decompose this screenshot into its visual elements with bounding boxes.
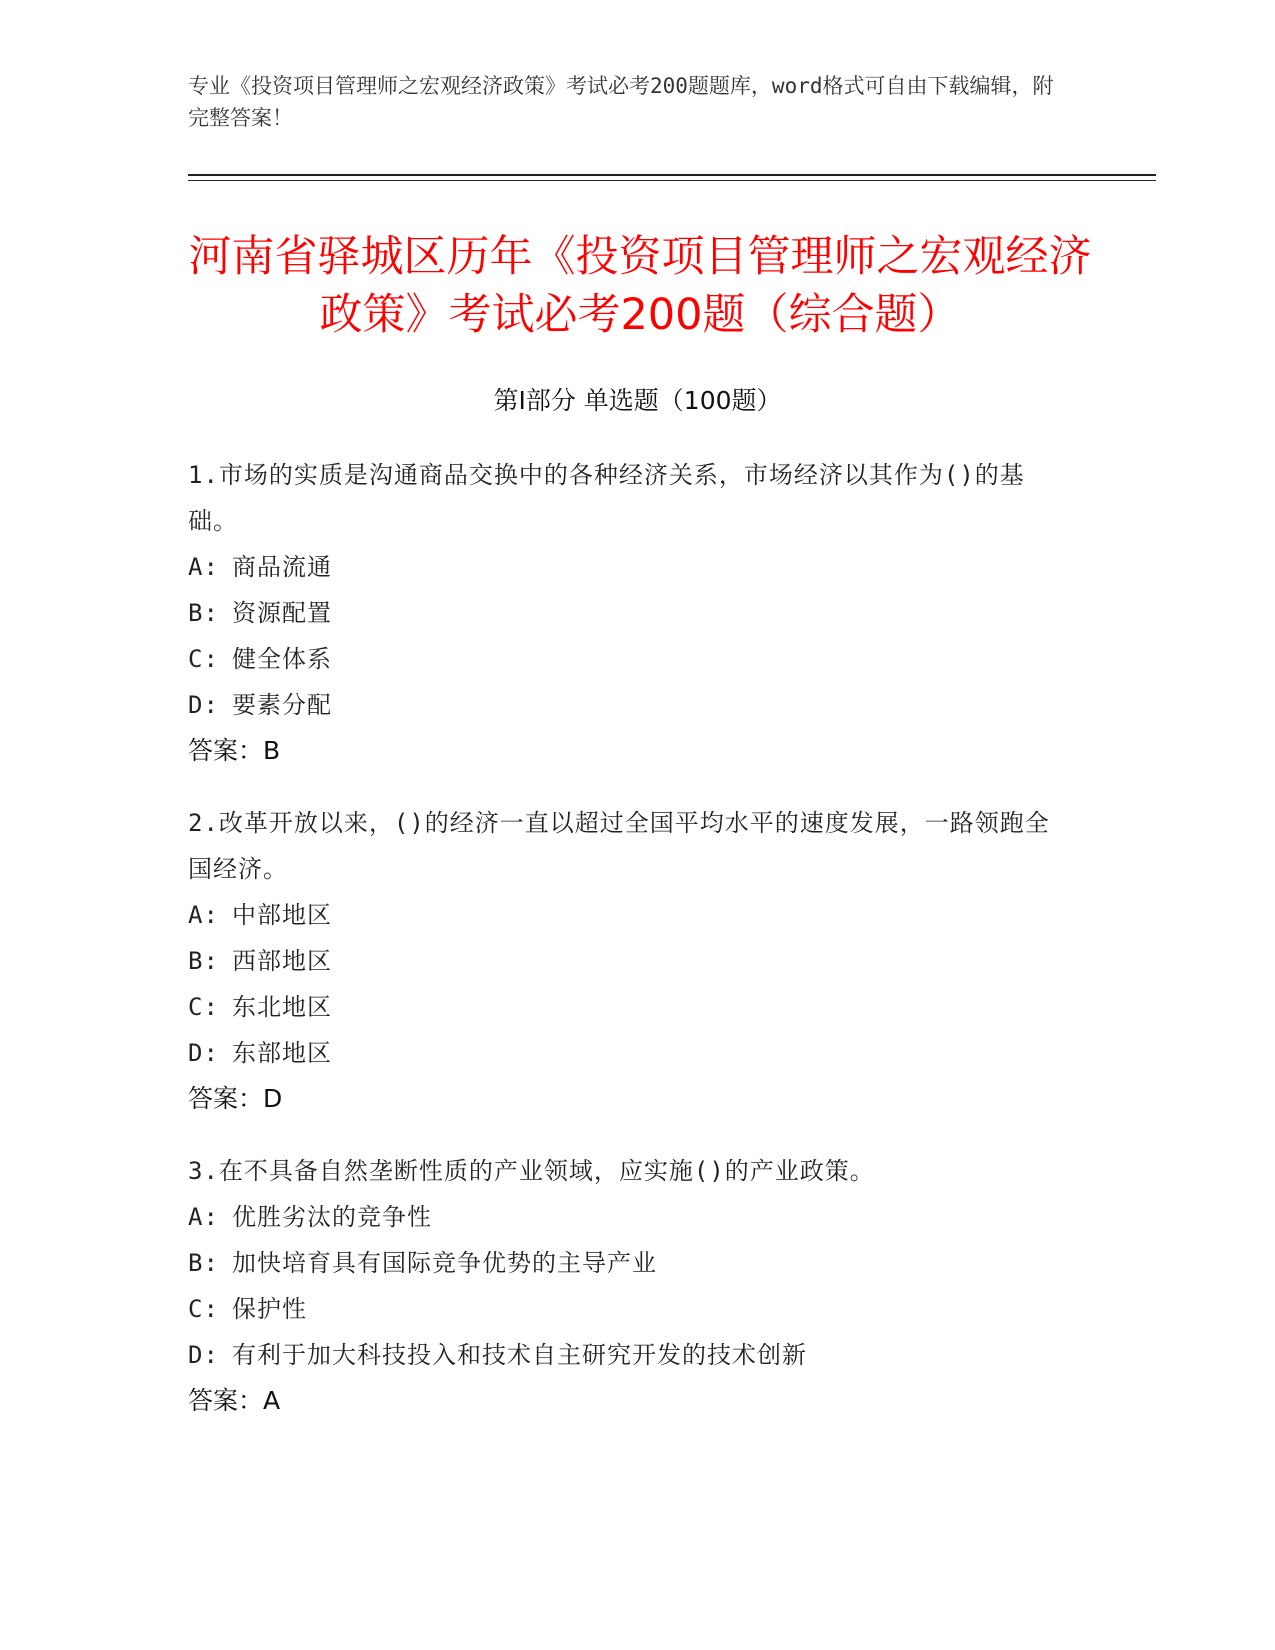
option-b — [188, 938, 1068, 984]
option-letter: D: — [188, 1341, 219, 1369]
question-stem: 2.改革开放以来，()的经济一直以超过全国平均水平的速度发展，一路领跑全国经济。 — [188, 809, 1050, 883]
option-letter: D: — [188, 1039, 219, 1067]
document-title: 河南省驿城区历年《投资项目管理师之宏观经济政策》考试必考200题（综合题） — [188, 232, 1092, 340]
question-2 — [188, 800, 1068, 1122]
option-a — [188, 892, 1068, 938]
option-c — [188, 984, 1068, 1030]
answer: 答案：B — [188, 736, 281, 765]
option-text: 有利于加大科技投入和技术自主研究开发的技术创新 — [232, 1341, 807, 1369]
option-text: 西部地区 — [232, 947, 332, 975]
option-b — [188, 1240, 1068, 1286]
option-text: 中部地区 — [232, 901, 332, 929]
option-letter: C: — [188, 1295, 219, 1323]
option-letter: A: — [188, 1203, 219, 1231]
header-divider-thick — [188, 174, 1156, 176]
header-note: 专业《投资项目管理师之宏观经济政策》考试必考200题题库，word格式可自由下载编辑，附完整答案！ — [188, 74, 1054, 130]
option-text: 商品流通 — [232, 553, 332, 581]
option-letter: B: — [188, 1249, 219, 1277]
header-divider-thin — [188, 180, 1156, 181]
option-b — [188, 590, 1068, 636]
option-text: 优胜劣汰的竞争性 — [232, 1203, 432, 1231]
option-text: 加快培育具有国际竞争优势的主导产业 — [232, 1249, 657, 1277]
section-title: 第I部分 单选题（100题） — [493, 386, 782, 415]
option-letter: A: — [188, 901, 219, 929]
option-d — [188, 1332, 1068, 1378]
answer: 答案：A — [188, 1386, 281, 1415]
option-text: 保护性 — [232, 1295, 307, 1323]
option-letter: C: — [188, 993, 219, 1021]
option-letter: A: — [188, 553, 219, 581]
option-a — [188, 1194, 1068, 1240]
answer: 答案：D — [188, 1084, 283, 1113]
option-text: 要素分配 — [232, 691, 332, 719]
question-stem: 1.市场的实质是沟通商品交换中的各种经济关系，市场经济以其作为()的基础。 — [188, 461, 1025, 535]
option-a — [188, 544, 1068, 590]
option-c — [188, 1286, 1068, 1332]
option-letter: B: — [188, 599, 219, 627]
option-d — [188, 1030, 1068, 1076]
option-text: 资源配置 — [232, 599, 332, 627]
question-3 — [188, 1148, 1068, 1424]
option-c — [188, 636, 1068, 682]
option-d — [188, 682, 1068, 728]
option-text: 健全体系 — [232, 645, 332, 673]
option-letter: C: — [188, 645, 219, 673]
question-1 — [188, 452, 1068, 774]
option-text: 东部地区 — [232, 1039, 332, 1067]
option-letter: D: — [188, 691, 219, 719]
option-text: 东北地区 — [232, 993, 332, 1021]
option-letter: B: — [188, 947, 219, 975]
question-stem: 3.在不具备自然垄断性质的产业领域，应实施()的产业政策。 — [188, 1157, 875, 1185]
